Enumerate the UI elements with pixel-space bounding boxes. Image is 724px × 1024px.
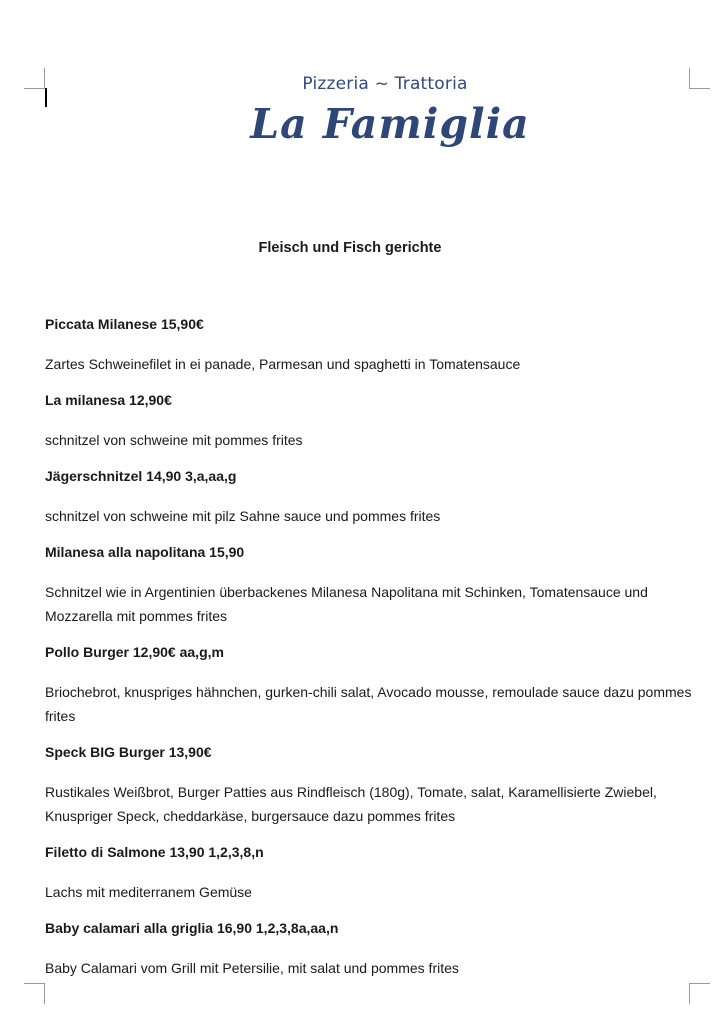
menu-item: [45, 542, 695, 628]
menu-item-title: Piccata Milanese 15,90€: [45, 316, 204, 332]
menu-item-description: Lachs mit mediterranem Gemüse: [45, 884, 252, 900]
page-corner-top-right: [689, 68, 710, 89]
menu-item-title: Pollo Burger 12,90€ aa,g,m: [45, 644, 224, 660]
menu-item-title: Speck BIG Burger 13,90€: [45, 744, 212, 760]
section-heading: Fleisch und Fisch gerichte: [258, 240, 442, 256]
restaurant-logo: [245, 72, 535, 162]
menu-item-title: La milanesa 12,90€: [45, 392, 172, 408]
menu-item-description: schnitzel von schweine mit pommes frites: [45, 432, 303, 448]
menu-item-description: Zartes Schweinefilet in ei panade, Parmesan und spaghetti in Tomatensauce: [45, 356, 521, 372]
page-corner-top-left: [24, 68, 45, 89]
menu-item-description: Schnitzel wie in Argentinien überbackenes Milanesa Napolitana mit Schinken, Tomatensauce und Mozzarella mit pommes frites: [45, 584, 648, 624]
logo-title: La Famiglia: [250, 100, 530, 148]
menu-item-title: Jägerschnitzel 14,90 3,a,aa,g: [45, 468, 237, 484]
menu-item: [45, 642, 695, 728]
menu-item: [45, 314, 695, 376]
menu-item: [45, 742, 695, 828]
menu-item-description: Briochebrot, knuspriges hähnchen, gurken-chili salat, Avocado mousse, remoulade sauce dazu pommes frites: [45, 684, 692, 724]
menu-item-description: Rustikales Weißbrot, Burger Patties aus Rindfleisch (180g), Tomate, salat, Karamellisierte Zwiebel, Knuspriger Speck, cheddarkäse, burgersauce dazu pommes frites: [45, 784, 657, 824]
menu-item-title: Baby calamari alla griglia 16,90 1,2,3,8a,aa,n: [45, 920, 339, 936]
menu-item-description: schnitzel von schweine mit pilz Sahne sauce und pommes frites: [45, 508, 441, 524]
menu-item: [45, 842, 695, 904]
logo-subtitle: Pizzeria ~ Trattoria: [302, 74, 468, 94]
menu-item-title: Milanesa alla napolitana 15,90: [45, 544, 245, 560]
menu-item: [45, 466, 695, 528]
menu-item-title: Filetto di Salmone 13,90 1,2,3,8,n: [45, 844, 264, 860]
menu-item-description: Baby Calamari vom Grill mit Petersilie, mit salat und pommes frites: [45, 960, 459, 976]
page-corner-bottom-left: [24, 983, 45, 1004]
menu-item: [45, 390, 695, 452]
menu-item: [45, 918, 695, 980]
text-cursor: [45, 88, 47, 107]
menu-list: [45, 314, 695, 994]
